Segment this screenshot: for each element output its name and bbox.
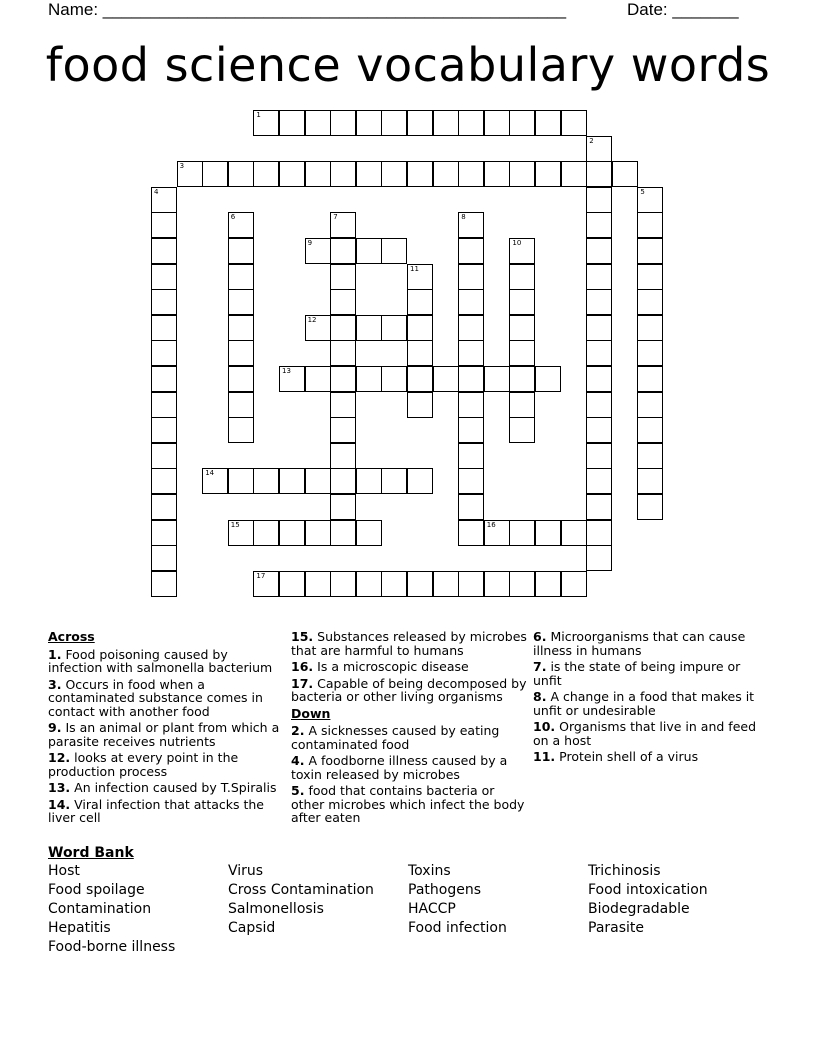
grid-cell[interactable]	[484, 520, 510, 546]
name-field[interactable]: Name: _________________________________________________	[48, 0, 567, 19]
grid-cell[interactable]	[586, 212, 612, 238]
clue-item	[291, 724, 527, 751]
grid-cell[interactable]	[586, 468, 612, 494]
word-bank-item: Biodegradable	[588, 901, 690, 917]
clue-text: An infection caused by T.Spiralis	[74, 780, 277, 795]
clue-number: 14	[205, 469, 215, 478]
clue-number-label: 13.	[48, 780, 71, 795]
clue-number: 8	[461, 213, 466, 222]
grid-cell[interactable]	[151, 468, 177, 494]
grid-cell[interactable]	[330, 212, 356, 238]
clue-text: Viral infection that attacks the liver cell	[48, 796, 265, 825]
clue-number-label: 5.	[291, 783, 305, 798]
clue-text: A change in a food that makes it unfit or undesirable	[533, 689, 755, 718]
grid-cell[interactable]	[330, 520, 356, 546]
grid-cell[interactable]	[151, 417, 177, 443]
grid-cell[interactable]	[586, 340, 612, 366]
clue-number: 11	[410, 264, 419, 273]
grid-cell[interactable]	[279, 520, 305, 546]
grid-cell[interactable]	[305, 315, 331, 341]
grid-cell[interactable]	[509, 264, 535, 290]
grid-cell[interactable]	[356, 238, 382, 264]
date-field[interactable]: Date: _______	[627, 0, 739, 19]
grid-cell[interactable]	[228, 468, 254, 494]
word-bank-item: Pathogens	[408, 882, 481, 898]
grid-cell[interactable]	[458, 571, 484, 597]
grid-cell[interactable]	[330, 315, 356, 341]
clue-number-label: 7.	[533, 659, 547, 674]
grid-cell[interactable]	[561, 110, 587, 136]
clue-number: 9	[307, 239, 313, 247]
clue-number-label: 10.	[533, 719, 556, 734]
grid-cell[interactable]	[253, 161, 279, 187]
grid-cell[interactable]	[586, 417, 612, 443]
clue-item	[291, 677, 527, 704]
grid-cell[interactable]	[433, 161, 459, 187]
clue-number: 3	[179, 162, 185, 171]
grid-cell[interactable]	[151, 571, 177, 597]
clue-number: 1	[256, 111, 261, 119]
grid-cell[interactable]	[637, 212, 663, 238]
clue-number-label: 3.	[48, 676, 62, 692]
grid-cell[interactable]	[228, 289, 254, 315]
word-bank-item: Cross Contamination	[228, 882, 374, 898]
grid-cell[interactable]	[305, 571, 331, 597]
grid-cell[interactable]	[535, 520, 561, 546]
word-bank-item: Food infection	[408, 920, 507, 936]
grid-cell[interactable]	[228, 212, 254, 238]
grid-cell[interactable]	[305, 161, 331, 187]
grid-cell[interactable]	[509, 315, 535, 341]
grid-cell[interactable]	[279, 468, 305, 494]
grid-cell[interactable]	[612, 161, 638, 187]
down-heading: Down	[291, 705, 331, 721]
grid-cell[interactable]	[381, 110, 407, 136]
grid-cell[interactable]	[151, 187, 177, 213]
word-bank-item: Parasite	[588, 920, 645, 936]
clue-item	[533, 690, 765, 717]
grid-cell[interactable]	[228, 366, 254, 392]
grid-cell[interactable]	[637, 289, 663, 315]
grid-cell[interactable]	[356, 110, 382, 136]
grid-cell[interactable]	[561, 520, 587, 546]
clue-text: Capable of being decomposed by bacteria or other living organisms	[291, 675, 527, 704]
grid-cell[interactable]	[228, 417, 254, 443]
grid-cell[interactable]	[458, 494, 484, 520]
clue-number-label: 11.	[533, 749, 556, 764]
clue-text: Protein shell of a virus	[559, 749, 699, 764]
clue-item	[533, 660, 765, 687]
clue-number: 5	[640, 187, 645, 196]
grid-cell[interactable]	[381, 315, 407, 341]
grid-cell[interactable]	[279, 110, 305, 136]
grid-cell[interactable]	[509, 417, 535, 443]
clue-number-label: 8.	[533, 689, 547, 704]
word-bank-item: Trichinosis	[588, 863, 661, 879]
grid-cell[interactable]	[509, 392, 535, 418]
clue-number-label: 16.	[291, 659, 314, 674]
grid-cell[interactable]	[637, 264, 663, 290]
grid-cell[interactable]	[151, 545, 177, 571]
grid-cell[interactable]	[637, 417, 663, 443]
clue-item	[533, 720, 765, 747]
grid-cell[interactable]	[151, 212, 177, 238]
clue-number-label: 1.	[48, 646, 62, 662]
grid-cell[interactable]	[586, 187, 612, 213]
clue-number-label: 4.	[291, 753, 305, 768]
grid-cell[interactable]	[202, 468, 228, 494]
grid-cell[interactable]	[586, 136, 612, 162]
grid-cell[interactable]	[637, 315, 663, 341]
grid-cell[interactable]	[356, 571, 382, 597]
grid-cell[interactable]	[561, 161, 587, 187]
grid-cell[interactable]	[586, 494, 612, 520]
grid-cell[interactable]	[151, 289, 177, 315]
grid-cell[interactable]	[330, 289, 356, 315]
grid-cell[interactable]	[433, 571, 459, 597]
grid-cell[interactable]	[330, 366, 356, 392]
grid-cell[interactable]	[484, 571, 510, 597]
grid-cell[interactable]	[509, 571, 535, 597]
grid-cell[interactable]	[228, 340, 254, 366]
grid-cell[interactable]	[586, 545, 612, 571]
grid-cell[interactable]	[356, 315, 382, 341]
grid-cell[interactable]	[356, 468, 382, 494]
clue-number: 17	[256, 571, 266, 580]
grid-cell[interactable]	[458, 366, 484, 392]
grid-cell[interactable]	[151, 494, 177, 520]
grid-cell[interactable]	[509, 161, 535, 187]
grid-cell[interactable]	[637, 366, 663, 392]
grid-cell[interactable]	[637, 238, 663, 264]
grid-cell[interactable]	[330, 161, 356, 187]
grid-cell[interactable]	[151, 366, 177, 392]
grid-cell[interactable]	[381, 468, 407, 494]
word-bank-item: Contamination	[48, 901, 152, 917]
grid-cell[interactable]	[253, 520, 279, 546]
grid-cell[interactable]	[484, 110, 510, 136]
grid-cell[interactable]	[356, 520, 382, 546]
grid-cell[interactable]	[637, 340, 663, 366]
grid-cell[interactable]	[407, 264, 433, 290]
grid-cell[interactable]	[509, 366, 535, 392]
clue-text: Food poisoning caused by infection with salmonella bacterium	[48, 646, 273, 675]
grid-cell[interactable]	[637, 187, 663, 213]
grid-cell[interactable]	[637, 392, 663, 418]
clue-item	[291, 754, 527, 781]
grid-cell[interactable]	[433, 110, 459, 136]
clue-text: Is a microscopic disease	[317, 659, 469, 674]
grid-cell[interactable]	[586, 520, 612, 546]
grid-cell[interactable]	[509, 238, 535, 264]
grid-cell[interactable]	[330, 417, 356, 443]
grid-cell[interactable]	[586, 392, 612, 418]
clue-item	[291, 630, 527, 657]
grid-cell[interactable]	[407, 110, 433, 136]
grid-cell[interactable]	[484, 161, 510, 187]
grid-cell[interactable]	[151, 520, 177, 546]
clue-item	[48, 721, 280, 748]
grid-cell[interactable]	[330, 443, 356, 469]
grid-cell[interactable]	[458, 212, 484, 238]
clues-column-3	[533, 630, 765, 767]
grid-cell[interactable]	[535, 110, 561, 136]
word-bank-item: Toxins	[408, 863, 451, 879]
grid-cell[interactable]	[330, 110, 356, 136]
grid-cell[interactable]	[151, 340, 177, 366]
clue-number: 2	[589, 136, 594, 145]
clues-column-1	[48, 630, 280, 828]
grid-cell[interactable]	[305, 238, 331, 264]
clue-number: 7	[333, 213, 338, 222]
word-bank-item: Virus	[228, 863, 264, 879]
grid-cell[interactable]	[151, 238, 177, 264]
grid-cell[interactable]	[407, 571, 433, 597]
grid-cell[interactable]	[305, 468, 331, 494]
grid-cell[interactable]	[151, 264, 177, 290]
grid-cell[interactable]	[407, 315, 433, 341]
grid-cell[interactable]	[253, 110, 279, 136]
clue-item	[48, 648, 280, 675]
clue-number-label: 15.	[291, 629, 314, 644]
grid-cell[interactable]	[202, 161, 228, 187]
clue-text: Occurs in food when a contaminated substance comes in contact with another food	[48, 676, 263, 719]
grid-cell[interactable]	[407, 289, 433, 315]
grid-cell[interactable]	[535, 366, 561, 392]
clue-text: is the state of being impure or unfit	[533, 659, 741, 688]
grid-cell[interactable]	[458, 468, 484, 494]
grid-cell[interactable]	[305, 366, 331, 392]
clue-text: food that contains bacteria or other microbes which infect the body after eaten	[291, 783, 525, 825]
grid-cell[interactable]	[458, 110, 484, 136]
grid-cell[interactable]	[151, 392, 177, 418]
clue-item	[48, 678, 280, 719]
grid-cell[interactable]	[458, 289, 484, 315]
clue-number: 10	[512, 239, 522, 247]
clue-text: A sicknesses caused by eating contaminated food	[291, 723, 500, 752]
grid-cell[interactable]	[228, 264, 254, 290]
grid-cell[interactable]	[228, 238, 254, 264]
grid-cell[interactable]	[586, 315, 612, 341]
grid-cell[interactable]	[535, 571, 561, 597]
clue-item	[291, 784, 527, 825]
grid-cell[interactable]	[458, 315, 484, 341]
clue-number: 12	[307, 315, 317, 324]
grid-cell[interactable]	[279, 571, 305, 597]
grid-cell[interactable]	[509, 289, 535, 315]
grid-cell[interactable]	[586, 289, 612, 315]
grid-cell[interactable]	[407, 161, 433, 187]
clue-text: Organisms that live in and feed on a host	[533, 719, 757, 748]
clues-column-2	[291, 630, 527, 828]
clue-number-label: 2.	[291, 723, 305, 738]
grid-cell[interactable]	[458, 520, 484, 546]
clue-number: 16	[486, 520, 496, 529]
grid-cell[interactable]	[228, 161, 254, 187]
clue-item	[533, 630, 765, 657]
grid-cell[interactable]	[330, 468, 356, 494]
grid-cell[interactable]	[586, 238, 612, 264]
grid-cell[interactable]	[151, 315, 177, 341]
grid-cell[interactable]	[458, 238, 484, 264]
clue-item	[291, 660, 527, 674]
word-bank-heading: Word Bank	[48, 845, 134, 861]
grid-cell[interactable]	[458, 264, 484, 290]
grid-cell[interactable]	[407, 468, 433, 494]
clue-number-label: 17.	[291, 675, 314, 691]
grid-cell[interactable]	[458, 392, 484, 418]
clue-text: looks at every point in the production process	[48, 750, 239, 779]
clue-item	[48, 751, 280, 778]
clue-text: Substances released by microbes that are harmful to humans	[291, 629, 527, 658]
grid-cell[interactable]	[228, 520, 254, 546]
grid-cell[interactable]	[279, 161, 305, 187]
clue-number-label: 14.	[48, 796, 71, 812]
grid-cell[interactable]	[177, 161, 203, 187]
grid-cell[interactable]	[228, 315, 254, 341]
word-bank-item: Hepatitis	[48, 920, 111, 936]
grid-cell[interactable]	[433, 366, 459, 392]
grid-cell[interactable]	[356, 366, 382, 392]
grid-cell[interactable]	[330, 340, 356, 366]
grid-cell[interactable]	[535, 161, 561, 187]
grid-cell[interactable]	[151, 443, 177, 469]
grid-cell[interactable]	[356, 161, 382, 187]
across-heading: Across	[48, 629, 95, 644]
grid-cell[interactable]	[305, 110, 331, 136]
grid-cell[interactable]	[586, 443, 612, 469]
grid-cell[interactable]	[330, 571, 356, 597]
word-bank-item: Food-borne illness	[48, 939, 176, 955]
grid-cell[interactable]	[330, 392, 356, 418]
grid-cell[interactable]	[458, 340, 484, 366]
clue-number-label: 12.	[48, 750, 71, 765]
grid-cell[interactable]	[586, 264, 612, 290]
page-title: food science vocabulary words	[45, 38, 771, 92]
grid-cell[interactable]	[458, 443, 484, 469]
grid-cell[interactable]	[305, 520, 331, 546]
word-bank-item: Capsid	[228, 920, 276, 936]
grid-cell[interactable]	[586, 366, 612, 392]
grid-cell[interactable]	[509, 110, 535, 136]
clue-number: 6	[230, 213, 236, 222]
grid-cell[interactable]	[228, 392, 254, 418]
grid-cell[interactable]	[381, 161, 407, 187]
clue-number-label: 6.	[533, 629, 547, 644]
grid-cell[interactable]	[637, 443, 663, 469]
clue-text: Is an animal or plant from which a parasite receives nutrients	[48, 720, 280, 749]
grid-cell[interactable]	[381, 366, 407, 392]
grid-cell[interactable]	[330, 238, 356, 264]
word-bank-item: Host	[48, 863, 80, 879]
grid-cell[interactable]	[637, 494, 663, 520]
grid-cell[interactable]	[509, 340, 535, 366]
clue-number: 4	[154, 187, 159, 196]
grid-cell[interactable]	[458, 417, 484, 443]
grid-cell[interactable]	[509, 520, 535, 546]
word-bank-item: Food spoilage	[48, 882, 145, 898]
clue-item	[533, 750, 765, 764]
clue-item	[48, 781, 280, 795]
word-bank-item: HACCP	[408, 901, 456, 917]
grid-cell[interactable]	[561, 571, 587, 597]
grid-cell[interactable]	[586, 161, 612, 187]
grid-cell[interactable]	[407, 366, 433, 392]
grid-cell[interactable]	[407, 340, 433, 366]
grid-cell[interactable]	[381, 571, 407, 597]
word-bank-item: Food intoxication	[588, 882, 708, 898]
grid-cell[interactable]	[381, 238, 407, 264]
clue-text: A foodborne illness caused by a toxin released by microbes	[291, 753, 508, 782]
clue-number: 15	[230, 520, 240, 529]
grid-cell[interactable]	[330, 264, 356, 290]
grid-cell[interactable]	[330, 494, 356, 520]
grid-cell[interactable]	[253, 468, 279, 494]
grid-cell[interactable]	[279, 366, 305, 392]
clue-number-label: 9.	[48, 720, 62, 735]
clue-number: 13	[282, 367, 291, 375]
grid-cell[interactable]	[253, 571, 279, 597]
clue-item	[48, 798, 280, 825]
grid-cell[interactable]	[407, 392, 433, 418]
grid-cell[interactable]	[458, 161, 484, 187]
clue-text: Microorganisms that can cause illness in humans	[533, 629, 746, 658]
word-bank-item: Salmonellosis	[228, 901, 324, 917]
grid-cell[interactable]	[484, 366, 510, 392]
grid-cell[interactable]	[637, 468, 663, 494]
